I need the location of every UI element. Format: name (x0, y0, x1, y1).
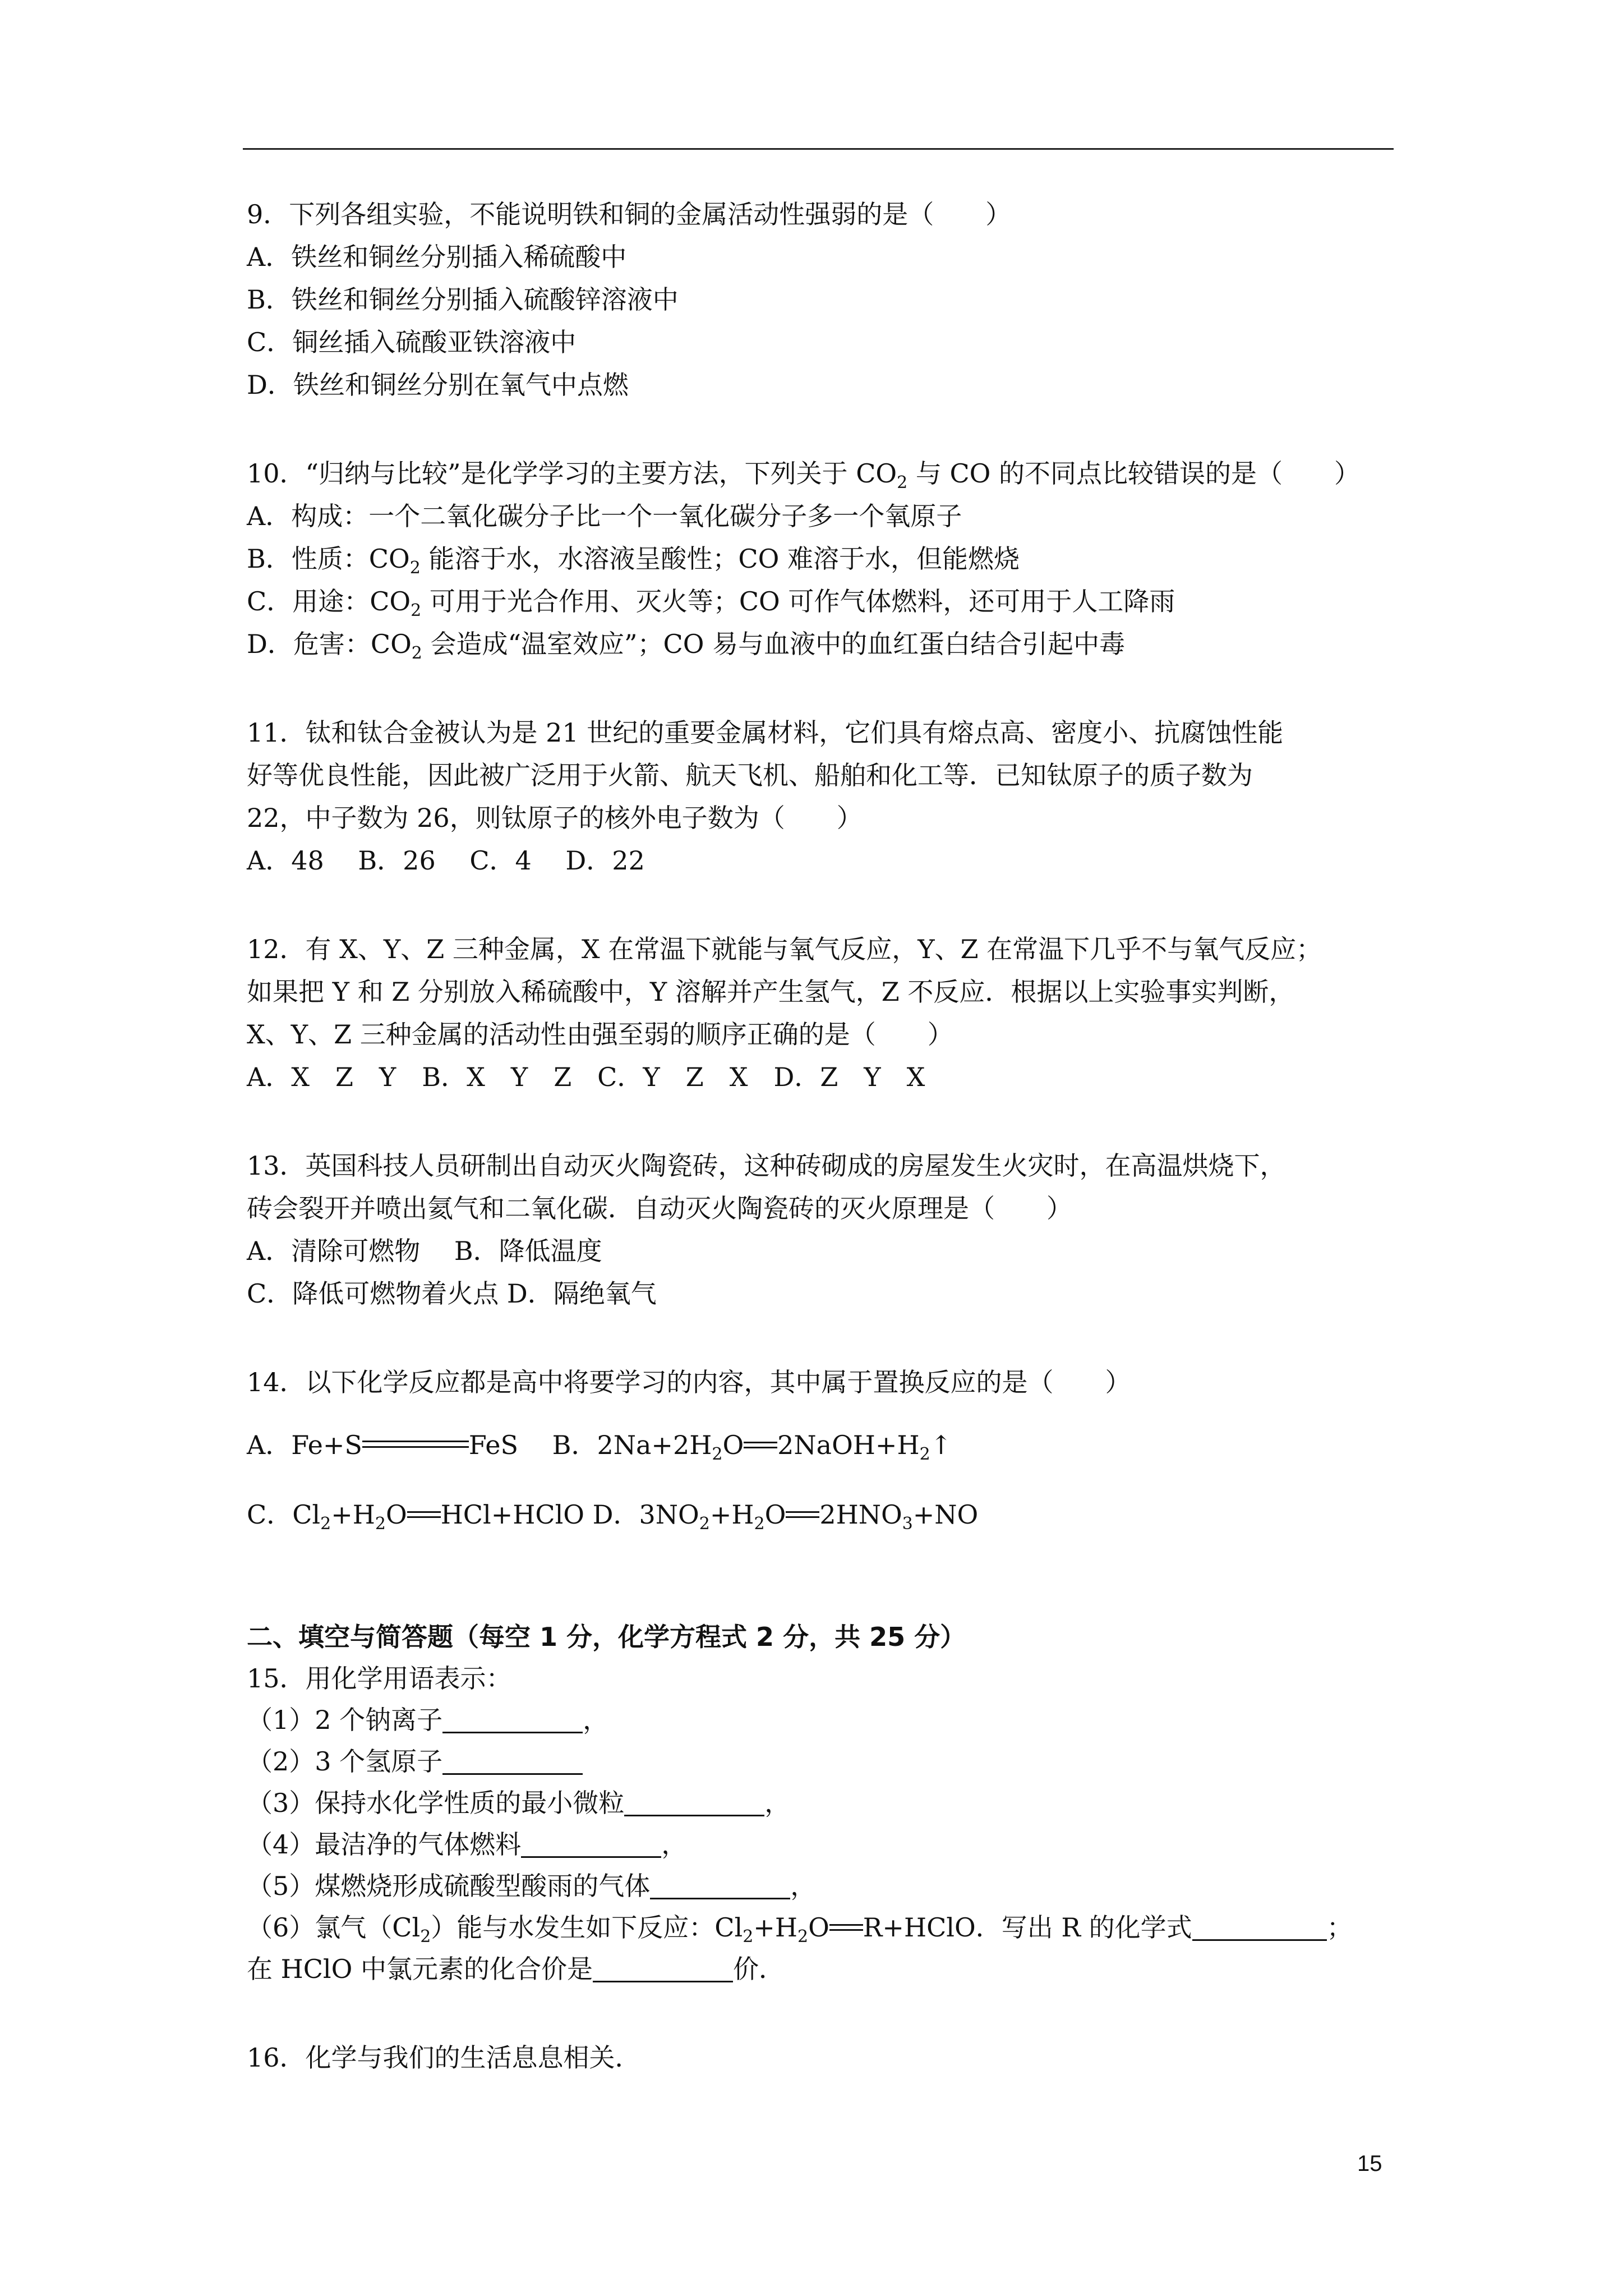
q14-options-cd: C．$Cl_2+H_2O$ HCl+HClO D．$3NO_2+H_2O$ $2HNO_3+NO$ (247, 1499, 979, 1534)
q10-option-d: D．危害：$CO_2$ 会造成“温室效应”；CO 易与血液中的血红蛋白结合引起中毒 (247, 629, 1126, 663)
q9-option-d: D．铁丝和铜丝分别在氧气中点燃 (247, 370, 629, 400)
q15-item-2: （2）3 个氢原子 (247, 1745, 583, 1778)
q9-option-c: C．铜丝插入硫酸亚铁溶液中 (247, 327, 577, 357)
page-number: 15 (1357, 2151, 1382, 2176)
q9-stem: 9．下列各组实验，不能说明铁和铜的金属活动性强弱的是（ ） (247, 199, 1012, 229)
q11-line-2: 好等优良性能，因此被广泛用于火箭、航天飞机、船舶和化工等．已知钛原子的质子数为 (247, 760, 1253, 790)
equals-sign (786, 1510, 819, 1520)
equals-sign (744, 1441, 777, 1451)
q9-option-b: B．铁丝和铜丝分别插入硫酸锌溶液中 (247, 284, 679, 315)
q16-stem: 16．化学与我们的生活息息相关． (247, 2042, 641, 2073)
q12-line-2: 如果把 Y 和 Z 分别放入稀硫酸中，Y 溶解并产生氢气，Z 不反应．根据以上实验事实判断， (247, 977, 1295, 1007)
q12-line-3: X、Y、Z 三种金属的活动性由强至弱的顺序正确的是（ ） (247, 1019, 953, 1050)
q11-line-3: 22，中子数为 26，则钛原子的核外电子数为（ ） (247, 803, 863, 833)
answer-blank[interactable] (442, 1749, 583, 1775)
answer-blank[interactable] (593, 1956, 733, 1982)
q9-option-a: A．铁丝和铜丝分别插入稀硫酸中 (247, 242, 627, 272)
q15-item-5: （5）煤燃烧形成硫酸型酸雨的气体 ， (247, 1871, 817, 1901)
answer-blank[interactable] (521, 1832, 661, 1858)
header-rule (243, 148, 1394, 150)
q15-item-4: （4）最洁净的气体燃料 ， (247, 1829, 688, 1860)
q11-options: A．48 B．26 C．4 D．22 (247, 845, 645, 876)
equals-sign (829, 1923, 863, 1933)
section-heading: 二、填空与简答题（每空 1 分，化学方程式 2 分，共 25 分） (247, 1622, 966, 1652)
q15-item-6: （6）氯气$(Cl_2)$能与水发生如下反应：$Cl_2+H_2O$ R+HClO．写出 R 的化学式 ； (247, 1912, 1353, 1947)
q13-line-2: 砖会裂开并喷出氦气和二氧化碳．自动灭火陶瓷砖的灭火原理是（ ） (247, 1193, 1072, 1223)
q15-item-3: （3）保持水化学性质的最小微粒 ， (247, 1788, 791, 1818)
answer-blank[interactable] (442, 1707, 583, 1733)
q11-line-1: 11．钛和钛合金被认为是 21 世纪的重要金属材料，它们具有熔点高、密度小、抗腐蚀性能 (247, 717, 1284, 748)
q13-options-cd: C．降低可燃物着火点 D．隔绝氧气 (247, 1278, 657, 1309)
q12-options: A．X Z Y B．X Y Z C．Y Z X D．Z Y X (247, 1062, 925, 1092)
q10-stem: 10．“归纳与比较”是化学学习的主要方法，下列关于 $CO_2$ 与 CO 的不同点比较错误的是（ ） (247, 458, 1360, 493)
answer-blank[interactable] (1192, 1915, 1327, 1941)
q12-line-1: 12．有 X、Y、Z 三种金属，X 在常温下就能与氧气反应，Y、Z 在常温下几乎不与氧气反应； (247, 934, 1322, 964)
q14-options-ab: A．Fe+S FeS B．$2Na+2H_2O$ $2NaOH+H_2↑$ (247, 1428, 952, 1471)
q10-option-c: C．用途：$CO_2$ 可用于光合作用、灭火等；CO 可作气体燃料，还可用于人工降雨 (247, 586, 1175, 620)
answer-blank[interactable] (624, 1790, 764, 1816)
q15-item-1: （1）2 个钠离子 ， (247, 1705, 609, 1735)
q14-stem: 14．以下化学反应都是高中将要学习的内容，其中属于置换反应的是（ ） (247, 1367, 1131, 1397)
q10-option-a: A．构成：一个二氧化碳分子比一个一氧化碳分子多一个氧原子 (247, 501, 962, 531)
q13-options-ab: A．清除可燃物 B．降低温度 (247, 1236, 602, 1266)
gas-up-arrow-icon: ↑ (930, 1430, 952, 1460)
q13-line-1: 13．英国科技人员研制出自动灭火陶瓷砖，这种砖砌成的房屋发生火灾时，在高温烘烧下， (247, 1151, 1286, 1181)
heating-equals-sign (362, 1439, 469, 1451)
q15-item-6-line-2: 在 HClO 中氯元素的化合价是 价． (247, 1954, 785, 1984)
q15-stem: 15．用化学用语表示： (247, 1663, 512, 1694)
q10-option-b: B．性质：$CO_2$ 能溶于水，水溶液呈酸性；CO 难溶于水，但能燃烧 (247, 544, 1020, 578)
answer-blank[interactable] (650, 1873, 790, 1899)
equals-sign (407, 1510, 441, 1520)
